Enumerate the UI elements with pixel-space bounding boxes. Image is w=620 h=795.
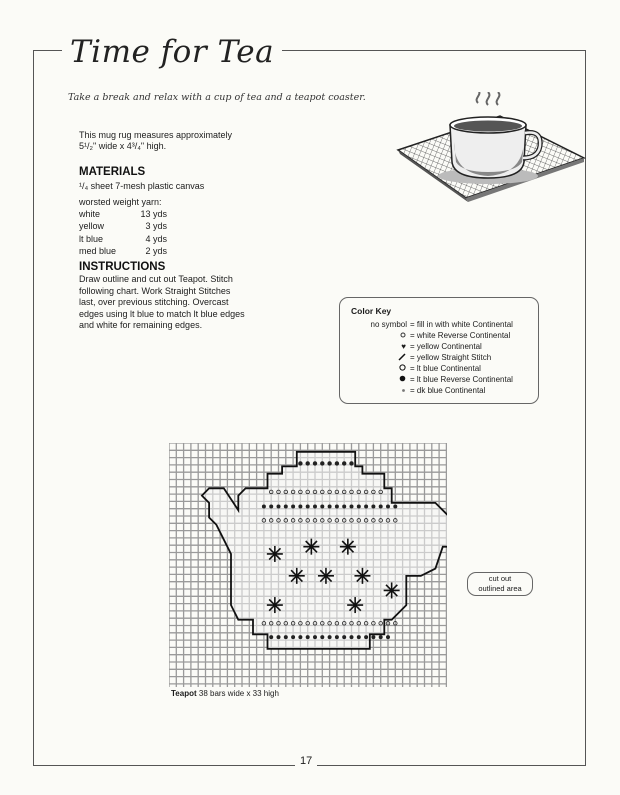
key-row: = lt blue Reverse Continental (354, 375, 513, 384)
key-row: no symbol = fill in with white Continental (370, 320, 513, 329)
circle-small-icon (354, 331, 410, 340)
heart-icon: ♥ (401, 342, 406, 351)
instructions-heading: INSTRUCTIONS (79, 261, 166, 273)
key-row: = yellow Straight Stitch (354, 353, 491, 363)
color-key-title: Color Key (351, 306, 392, 316)
yarn-row: lt blue 4 yds (79, 233, 167, 244)
materials-heading: MATERIALS (79, 166, 146, 178)
yarn-heading: worsted weight yarn: (79, 197, 162, 207)
open-circle-icon (354, 364, 410, 373)
canvas-line: ¹/₄ sheet 7-mesh plastic canvas (79, 181, 205, 191)
teacup-illustration (396, 92, 586, 204)
key-row: = dk blue Continental (354, 386, 485, 395)
yarn-row: yellow 3 yds (79, 221, 167, 232)
yarn-row: med blue 2 yds (79, 245, 167, 256)
slash-icon (354, 353, 410, 363)
filled-circle-icon (354, 375, 410, 384)
intro-text: This mug rug measures approximately 5¹/₂" wide x 4³/₄" high. (79, 130, 233, 151)
chart-caption: Teapot 38 bars wide x 33 high (171, 689, 279, 698)
teapot-chart (169, 443, 447, 687)
color-key (339, 297, 539, 404)
instructions-text: Draw outline and cut out Teapot. Stitch following chart. Work Straight Stitches last, over previous stitching. Overcast edges using lt blue to match lt blue edges and white for remaining edges. (79, 274, 245, 331)
page-title: Time for Tea (62, 34, 282, 70)
page-number: 17 (295, 755, 317, 767)
key-row: = white Reverse Continental (354, 331, 510, 340)
dot-icon (354, 386, 410, 395)
yarn-list (79, 208, 167, 257)
page-subtitle: Take a break and relax with a cup of tea and a teapot coaster. (68, 92, 366, 103)
key-row: ♥ = yellow Continental (354, 342, 482, 351)
yarn-row: white 13 yds (79, 209, 167, 219)
key-row: = lt blue Continental (354, 364, 481, 373)
cut-out-callout: cut out outlined area (467, 572, 533, 596)
